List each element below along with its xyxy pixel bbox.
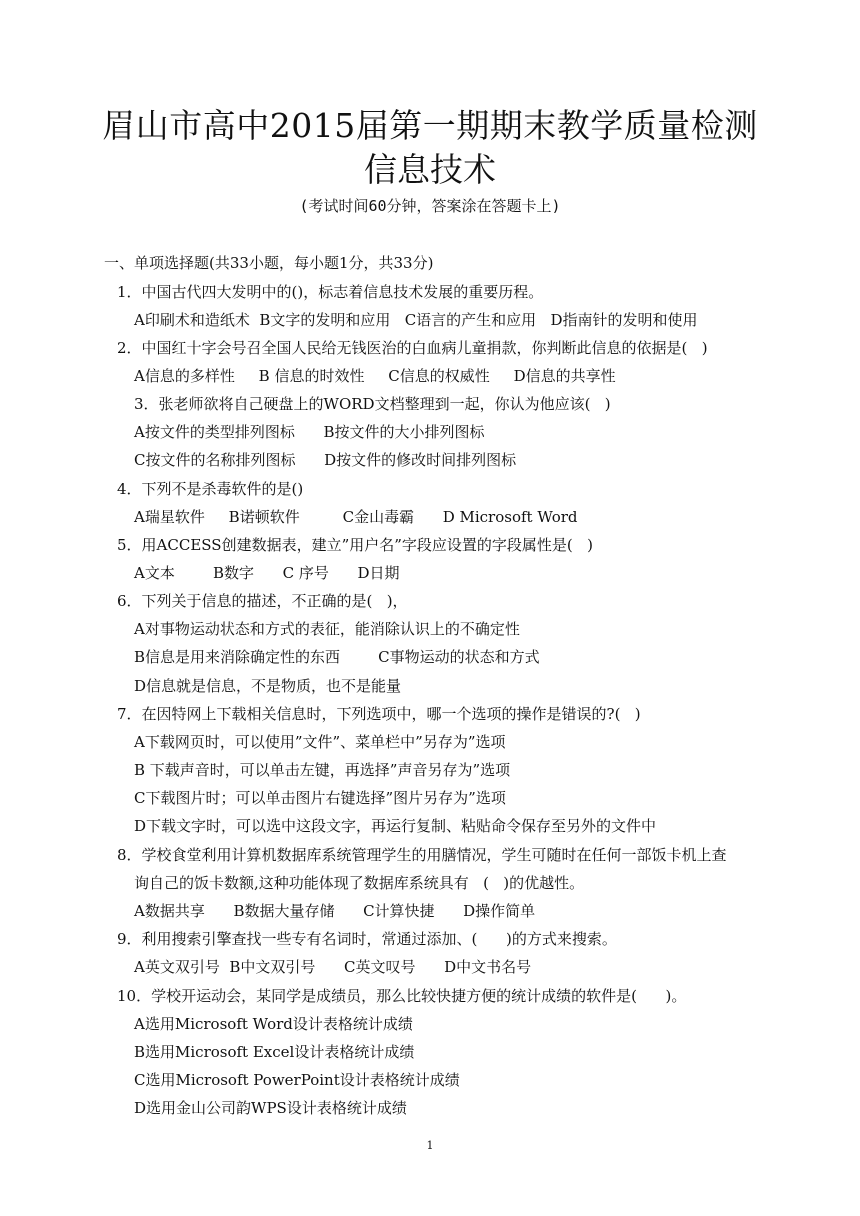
question-stem: 9．利用搜索引擎查找一些专有名词时，常通过添加、( )的方式来搜索。 (117, 930, 617, 948)
question-stem: 1．中国古代四大发明中的()，标志着信息技术发展的重要历程。 (117, 283, 544, 301)
section-heading: 一、单项选择题(共33小题，每小题1分，共33分) (104, 254, 434, 272)
question-options: B选用Microsoft Excel设计表格统计成绩 (134, 1043, 415, 1061)
question-options: A按文件的类型排列图标 B按文件的大小排列图标 (134, 423, 485, 441)
question-stem: 7．在因特网上下载相关信息时，下列选项中，哪一个选项的操作是错误的?( ) (117, 705, 641, 723)
question-options: A信息的多样性 B 信息的时效性 C信息的权威性 D信息的共享性 (134, 367, 616, 385)
question-options: A印刷术和造纸术 B文字的发明和应用 C语言的产生和应用 D指南针的发明和使用 (134, 311, 698, 329)
question-options: D信息就是信息，不是物质，也不是能量 (134, 677, 402, 695)
question-options: A选用Microsoft Word设计表格统计成绩 (134, 1015, 413, 1033)
exam-title: 眉山市高中2015届第一期期末教学质量检测 (102, 106, 758, 145)
question-options: C按文件的名称排列图标 D按文件的修改时间排列图标 (134, 451, 517, 469)
question-options: A英文双引号 B中文双引号 C英文叹号 D中文书名号 (134, 958, 532, 976)
question-stem: 4．下列不是杀毒软件的是() (117, 480, 304, 498)
question-options: D选用金山公司韵WPS设计表格统计成绩 (134, 1099, 407, 1117)
exam-instructions: (考试时间60分钟，答案涂在答题卡上) (299, 197, 561, 215)
subject-title: 信息技术 (364, 150, 496, 189)
question-options: D下载文字时，可以选中这段文字，再运行复制、粘贴命令保存至另外的文件中 (134, 817, 657, 835)
question-stem: 3．张老师欲将自己硬盘上的WORD文档整理到一起，你认为他应该( ) (134, 395, 611, 413)
question-stem: 6．下列关于信息的描述，不正确的是( )， (117, 592, 408, 610)
question-stem: 2．中国红十字会号召全国人民给无钱医治的白血病儿童捐款，你判断此信息的依据是( ) (117, 339, 708, 357)
question-stem: 5．用ACCESS创建数据表，建立”用户名”字段应设置的字段属性是( ) (117, 536, 593, 554)
question-options: A对事物运动状态和方式的表征，能消除认识上的不确定性 (134, 620, 520, 638)
question-options: A文本 B数字 C 序号 D日期 (134, 564, 400, 582)
question-options: C选用Microsoft PowerPoint设计表格统计成绩 (134, 1071, 460, 1089)
question-stem: 8．学校食堂利用计算机数据库系统管理学生的用膳情况，学生可随时在任何一部饭卡机上查 (117, 846, 727, 864)
question-options: A下载网页时，可以使用”文件”、菜单栏中”另存为”选项 (134, 733, 506, 751)
page-number: 1 (426, 1139, 434, 1152)
question-stem: 询自己的饭卡数额,这种功能体现了数据库系统具有 ( )的优越性。 (134, 874, 585, 892)
question-options: A瑞星软件 B诺顿软件 C金山毒霸 D Microsoft Word (134, 508, 578, 526)
question-stem: 10．学校开运动会，某同学是成绩员，那么比较快捷方便的统计成绩的软件是( )。 (117, 987, 687, 1005)
question-options: B信息是用来消除确定性的东西 C事物运动的状态和方式 (134, 648, 540, 666)
question-options: C下载图片时；可以单击图片右键选择”图片另存为”选项 (134, 789, 506, 807)
question-options: B 下载声音时，可以单击左键，再选择”声音另存为”选项 (134, 761, 511, 779)
question-options: A数据共享 B数据大量存储 C计算快捷 D操作简单 (134, 902, 536, 920)
